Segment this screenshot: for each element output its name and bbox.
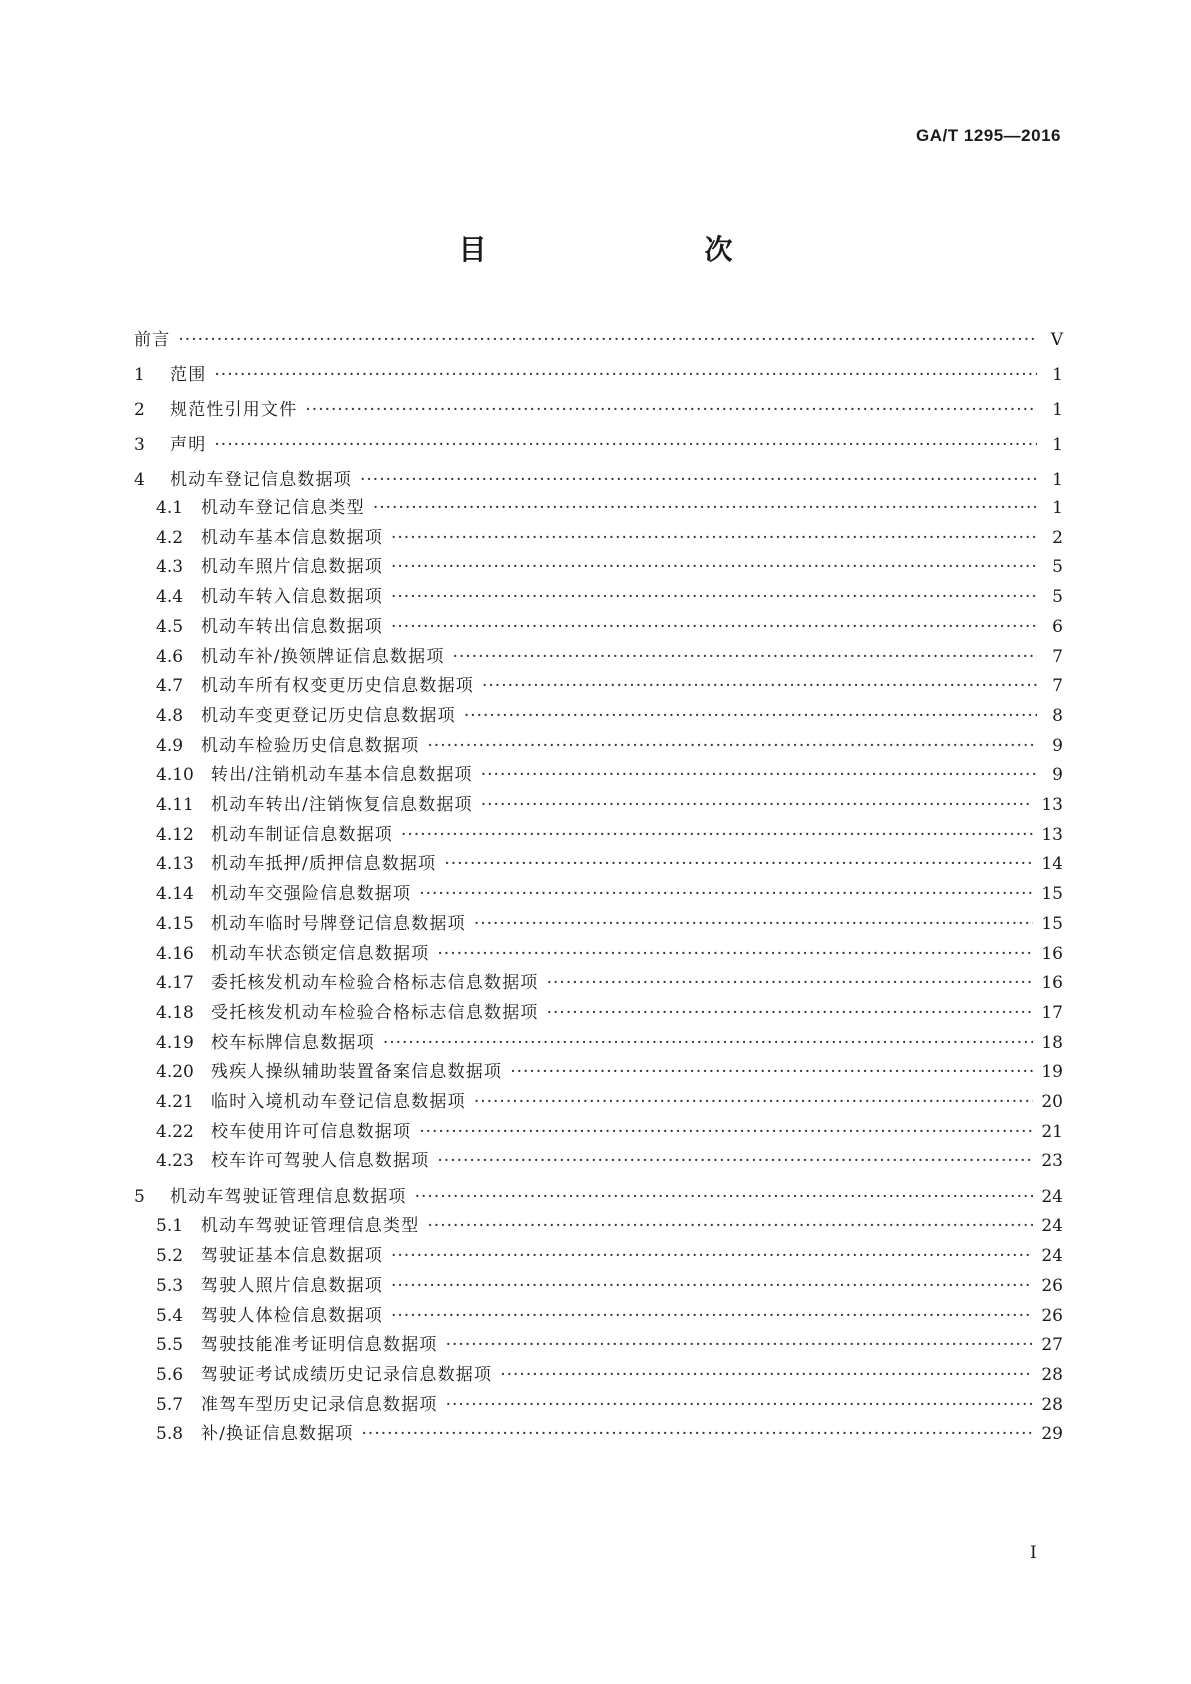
- toc-entry-title: 驾驶技能准考证明信息数据项: [201, 1335, 438, 1356]
- toc-entry-title: 机动车所有权变更历史信息数据项: [201, 676, 474, 697]
- toc-entry-page: 24: [1041, 1216, 1063, 1237]
- toc-leader-dots: [391, 1244, 1033, 1268]
- toc-entry[interactable]: [134, 398, 1063, 422]
- toc-entry-page: 17: [1041, 1002, 1063, 1023]
- toc-entry-title: 机动车补/换领牌证信息数据项: [201, 646, 445, 667]
- toc-entry-number: 5.8: [156, 1424, 184, 1445]
- toc-entry-number: 1: [134, 365, 145, 385]
- toc-entry-title: 机动车抵押/质押信息数据项: [211, 854, 437, 875]
- toc-leader-dots: [481, 763, 1037, 787]
- toc-entry-page: 8: [1052, 705, 1063, 726]
- toc-entry-page: 23: [1041, 1151, 1063, 1172]
- toc-leader-dots: [427, 1214, 1033, 1238]
- toc-entry[interactable]: [156, 674, 1063, 698]
- toc-entry-title: 委托核发机动车检验合格标志信息数据项: [211, 973, 539, 994]
- toc-entry-title: 机动车临时号牌登记信息数据项: [211, 913, 466, 934]
- toc-entry-page: 28: [1041, 1364, 1063, 1385]
- toc-entry-title: 转出/注销机动车基本信息数据项: [211, 765, 473, 786]
- toc-entry-number: 4.12: [156, 824, 194, 845]
- toc-leader-dots: [510, 1060, 1033, 1084]
- toc-leader-dots: [360, 468, 1037, 492]
- toc-entry[interactable]: [156, 615, 1063, 639]
- toc-leader-dots: [305, 398, 1037, 422]
- toc-entry-page: 1: [1052, 435, 1063, 455]
- toc-entry-number: 4: [134, 470, 145, 490]
- toc-entry-page: 20: [1041, 1092, 1063, 1112]
- toc-entry-number: 5.6: [156, 1364, 184, 1385]
- toc-leader-dots: [391, 1304, 1033, 1328]
- toc-leader-dots: [474, 912, 1034, 936]
- toc-entry-title: 声明: [170, 435, 207, 455]
- toc-entry-page: 19: [1041, 1062, 1063, 1083]
- toc-entry-title: 机动车基本信息数据项: [201, 527, 383, 548]
- toc-leader-dots: [214, 363, 1037, 387]
- toc-entry-page: 26: [1041, 1305, 1063, 1326]
- toc-entry[interactable]: [156, 793, 1063, 817]
- toc-entry-number: 5.2: [156, 1246, 184, 1267]
- toc-entry-title: 补/换证信息数据项: [201, 1424, 354, 1445]
- toc-entry-title: 驾驶证考试成绩历史记录信息数据项: [201, 1364, 493, 1385]
- toc-entry[interactable]: [156, 1304, 1063, 1328]
- toc-entry-number: 4.4: [156, 587, 184, 608]
- toc-entry-number: 4.21: [156, 1092, 194, 1112]
- toc-entry[interactable]: [156, 645, 1063, 669]
- toc-entry-number: 4.14: [156, 884, 194, 905]
- toc-entry-title: 机动车转出/注销恢复信息数据项: [211, 795, 473, 815]
- toc-entry[interactable]: [156, 555, 1063, 579]
- toc-entry-page: 16: [1041, 943, 1063, 964]
- toc-entry[interactable]: [134, 468, 1063, 492]
- toc-leader-dots: [391, 585, 1037, 609]
- toc-entry-page: 2: [1052, 527, 1063, 548]
- toc-entry-page: 18: [1041, 1032, 1063, 1053]
- toc-entry-page: 1: [1052, 400, 1063, 420]
- toc-leader-dots: [391, 615, 1037, 639]
- toc-entry-page: 9: [1052, 735, 1063, 756]
- toc-entry-page: 1: [1052, 470, 1063, 490]
- toc-entry-page: 27: [1041, 1335, 1063, 1356]
- toc-entry[interactable]: [156, 852, 1063, 876]
- toc-entry[interactable]: [156, 1090, 1063, 1114]
- toc-entry-page: 14: [1041, 854, 1063, 875]
- toc-leader-dots: [419, 882, 1033, 906]
- toc-entry-page: 13: [1041, 795, 1063, 815]
- toc-entry[interactable]: [134, 363, 1063, 387]
- toc-entry-page: 26: [1041, 1275, 1063, 1296]
- toc-entry-number: 5.5: [156, 1335, 184, 1356]
- toc-entry-page: 5: [1052, 587, 1063, 608]
- toc-entry[interactable]: [156, 1149, 1063, 1173]
- toc-leader-dots: [373, 496, 1037, 520]
- toc-entry-number: 4.10: [156, 765, 194, 786]
- toc-entry-number: 5.4: [156, 1305, 184, 1326]
- toc-entry-title: 机动车状态锁定信息数据项: [211, 943, 430, 964]
- toc-entry-page: 1: [1052, 365, 1063, 385]
- toc-entry-title: 驾驶证基本信息数据项: [201, 1246, 383, 1267]
- toc-entry[interactable]: [156, 823, 1063, 847]
- toc-entry-number: 4.15: [156, 913, 194, 934]
- toc-entry[interactable]: [156, 1363, 1063, 1387]
- toc-entry-page: 5: [1052, 557, 1063, 578]
- toc-title: 目 次: [458, 233, 787, 266]
- toc-entry[interactable]: [134, 433, 1063, 457]
- toc-entry-title: 机动车驾驶证管理信息类型: [201, 1216, 420, 1237]
- toc-entry[interactable]: [156, 1244, 1063, 1268]
- toc-entry[interactable]: [156, 971, 1063, 995]
- toc-leader-dots: [482, 674, 1037, 698]
- toc-entry-title: 残疾人操纵辅助装置备案信息数据项: [211, 1062, 503, 1083]
- toc-leader-dots: [464, 704, 1037, 728]
- toc-entry-number: 4.22: [156, 1121, 194, 1142]
- toc-entry-number: 3: [134, 435, 145, 455]
- toc-entry-title: 机动车登记信息数据项: [170, 470, 352, 490]
- toc-entry[interactable]: [156, 1031, 1063, 1055]
- toc-entry-number: 4.8: [156, 705, 184, 726]
- toc-entry-title: 受托核发机动车检验合格标志信息数据项: [211, 1002, 539, 1023]
- toc-entry-title: 机动车照片信息数据项: [201, 557, 383, 578]
- toc-leader-dots: [437, 942, 1033, 966]
- toc-entry[interactable]: [156, 1120, 1063, 1144]
- toc-entry-title: 校车标牌信息数据项: [211, 1032, 375, 1053]
- toc-entry-page: 1: [1052, 498, 1063, 518]
- toc-leader-dots: [415, 1185, 1034, 1209]
- toc-leader-dots: [446, 1393, 1034, 1417]
- toc-entry-title: 临时入境机动车登记信息数据项: [211, 1092, 466, 1112]
- toc-entry-page: 15: [1041, 913, 1063, 934]
- toc-entry-title: 驾驶人照片信息数据项: [201, 1275, 383, 1296]
- toc-entry[interactable]: [156, 1274, 1063, 1298]
- toc-entry[interactable]: [156, 912, 1063, 936]
- toc-entry-title: 机动车检验历史信息数据项: [201, 735, 420, 756]
- toc-entry-page: 24: [1041, 1246, 1063, 1267]
- toc-entry-number: 4.17: [156, 973, 194, 994]
- toc-entry-page: 24: [1041, 1187, 1063, 1208]
- toc-entry-title: 校车许可驾驶人信息数据项: [211, 1151, 430, 1172]
- toc-leader-dots: [444, 852, 1033, 876]
- toc-entry-title: 机动车驾驶证管理信息数据项: [170, 1187, 407, 1208]
- toc-entry-title: 机动车制证信息数据项: [211, 824, 393, 845]
- toc-leader-dots: [391, 526, 1037, 550]
- toc-leader-dots: [362, 1422, 1034, 1446]
- toc-leader-dots: [437, 1149, 1033, 1173]
- toc-entry-page: 7: [1052, 646, 1063, 667]
- toc-entry-page: 9: [1052, 765, 1063, 786]
- toc-entry-title: 规范性引用文件: [170, 400, 298, 420]
- toc-entry[interactable]: [156, 1422, 1063, 1446]
- toc-entry[interactable]: [156, 734, 1063, 758]
- toc-entry[interactable]: [156, 496, 1063, 520]
- toc-entry[interactable]: [156, 1001, 1063, 1025]
- toc-entry-number: 5.3: [156, 1275, 184, 1296]
- page-number: I: [1030, 1543, 1037, 1563]
- toc-entry-number: 4.6: [156, 646, 184, 667]
- toc-leader-dots: [178, 328, 1037, 352]
- toc-leader-dots: [481, 793, 1034, 817]
- toc-entry-page: 28: [1041, 1394, 1063, 1415]
- toc-entry[interactable]: [156, 1393, 1063, 1417]
- toc-entry-number: 4.5: [156, 616, 184, 637]
- toc-entry-page: 16: [1041, 973, 1063, 994]
- toc-entry-number: 4.9: [156, 735, 184, 756]
- toc-entry-title: 机动车转出信息数据项: [201, 616, 383, 637]
- toc-entry[interactable]: [156, 763, 1063, 787]
- toc-entry[interactable]: [156, 882, 1063, 906]
- toc-entry-title: 范围: [170, 365, 207, 385]
- toc-entry-title: 前言: [134, 330, 171, 350]
- toc-leader-dots: [383, 1031, 1034, 1055]
- toc-entry-title: 机动车登记信息类型: [201, 498, 365, 518]
- toc-entry-page: V: [1050, 330, 1063, 350]
- toc-entry-page: 21: [1041, 1121, 1063, 1142]
- toc-leader-dots: [427, 734, 1037, 758]
- toc-entry-page: 29: [1041, 1424, 1063, 1445]
- toc-entry-page: 13: [1041, 824, 1063, 845]
- toc-entry[interactable]: [156, 942, 1063, 966]
- toc-entry[interactable]: [156, 704, 1063, 728]
- toc-entry-number: 4.7: [156, 676, 184, 697]
- toc-entry-title: 机动车变更登记历史信息数据项: [201, 705, 456, 726]
- toc-leader-dots: [474, 1090, 1034, 1114]
- toc-entry-number: 4.19: [156, 1032, 194, 1053]
- toc-entry-number: 4.18: [156, 1002, 194, 1023]
- toc-entry-title: 机动车转入信息数据项: [201, 587, 383, 608]
- toc-leader-dots: [547, 971, 1034, 995]
- toc-entry[interactable]: [156, 1214, 1063, 1238]
- toc-entry[interactable]: [134, 1185, 1063, 1209]
- toc-entry-title: 机动车交强险信息数据项: [211, 884, 412, 905]
- toc-entry[interactable]: [156, 1060, 1063, 1084]
- toc-leader-dots: [391, 1274, 1033, 1298]
- toc-entry-number: 4.23: [156, 1151, 194, 1172]
- toc-leader-dots: [391, 555, 1037, 579]
- toc-leader-dots: [419, 1120, 1033, 1144]
- toc-entry[interactable]: [134, 328, 1063, 352]
- toc-entry[interactable]: [156, 526, 1063, 550]
- toc-entry-number: 4.1: [156, 498, 184, 518]
- toc-entry-number: 4.20: [156, 1062, 194, 1083]
- toc-entry-number: 5: [134, 1187, 145, 1208]
- toc-entry-number: 4.13: [156, 854, 194, 875]
- toc-entry-title: 校车使用许可信息数据项: [211, 1121, 412, 1142]
- toc-entry-number: 5.1: [156, 1216, 184, 1237]
- toc-entry-number: 2: [134, 400, 145, 420]
- toc-leader-dots: [547, 1001, 1034, 1025]
- toc-leader-dots: [446, 1333, 1034, 1357]
- toc-entry-number: 4.16: [156, 943, 194, 964]
- toc-leader-dots: [214, 433, 1037, 457]
- toc-entry-title: 驾驶人体检信息数据项: [201, 1305, 383, 1326]
- toc-leader-dots: [500, 1363, 1033, 1387]
- toc-entry[interactable]: [156, 1333, 1063, 1357]
- standard-code: GA/T 1295—2016: [916, 126, 1061, 145]
- toc-leader-dots: [453, 645, 1037, 669]
- toc-entry-page: 6: [1052, 616, 1063, 637]
- toc-entry-page: 15: [1041, 884, 1063, 905]
- toc-entry[interactable]: [156, 585, 1063, 609]
- toc-entry-number: 5.7: [156, 1394, 184, 1415]
- toc-entry-title: 准驾车型历史记录信息数据项: [201, 1394, 438, 1415]
- toc-entry-number: 4.11: [156, 795, 194, 815]
- toc-entry-page: 7: [1052, 676, 1063, 697]
- toc-entry-number: 4.3: [156, 557, 184, 578]
- toc-leader-dots: [401, 823, 1033, 847]
- toc-entry-number: 4.2: [156, 527, 184, 548]
